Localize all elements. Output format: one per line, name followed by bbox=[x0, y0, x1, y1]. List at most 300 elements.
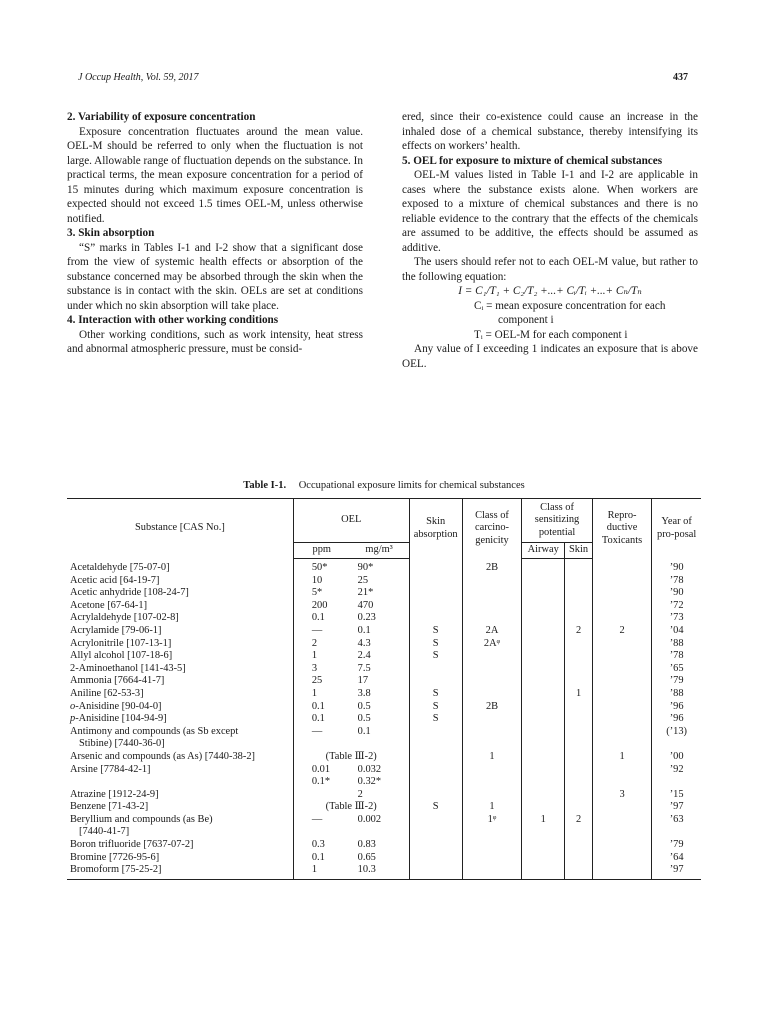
skin-absorption-cell bbox=[409, 688, 462, 701]
reproductive-cell bbox=[592, 839, 651, 852]
skin-absorption-cell bbox=[409, 600, 462, 613]
ppm-header: ppm bbox=[293, 543, 349, 559]
section-5-text-1: OEL-M values listed in Table I-1 and I-2 are applicable in cases where the substance exists alone. When workers are exposed to a mixture of chemical substances and there is no reliable evidence to the contrary that the effects of the chemicals are assumed to be additive, the effects should be assumed as additive. bbox=[402, 169, 698, 254]
reproductive-header: Repro-ductive Toxicants bbox=[592, 499, 651, 559]
oel-header: OEL bbox=[293, 499, 409, 543]
reproductive-cell bbox=[592, 638, 651, 651]
reproductive-cell bbox=[592, 751, 651, 764]
substance-cell-text: Antimony and compounds (as Sb except bbox=[70, 725, 239, 737]
ppm-cell-text: 0.1 bbox=[311, 700, 325, 712]
mg-cell bbox=[350, 688, 409, 701]
ppm-cell-text: — bbox=[311, 813, 323, 825]
italic-prefix: p bbox=[70, 713, 76, 725]
year-cell bbox=[652, 726, 701, 751]
year-cell bbox=[652, 575, 701, 588]
substance-header: Substance [CAS No.] bbox=[67, 499, 293, 559]
left-column bbox=[67, 110, 363, 357]
carcinogenicity-cell-text: 2Aᵠ bbox=[483, 637, 501, 649]
table-row bbox=[67, 575, 701, 588]
table-row bbox=[67, 650, 701, 663]
substance-cell bbox=[67, 650, 293, 663]
carcinogenicity-cell bbox=[462, 726, 521, 751]
definition-c bbox=[402, 299, 698, 328]
mg-cell-text: 0.1 bbox=[357, 624, 371, 636]
ppm-cell bbox=[293, 726, 349, 751]
year-cell-text: ’90 bbox=[669, 561, 684, 573]
ppm-cell bbox=[293, 575, 349, 588]
substance-cell bbox=[67, 726, 293, 751]
carcinogenicity-cell-text: 2B bbox=[485, 561, 499, 573]
year-cell-text: ’72 bbox=[669, 599, 684, 611]
year-cell bbox=[652, 864, 701, 879]
substance-cell bbox=[67, 852, 293, 865]
reproductive-cell bbox=[592, 675, 651, 688]
carcinogenicity-cell-text: 1 bbox=[489, 750, 495, 762]
year-cell-text: ’97 bbox=[669, 864, 684, 876]
skin-absorption-cell bbox=[409, 764, 462, 789]
section-5-text-3: Any value of I exceeding 1 indicates an exposure that is above OEL. bbox=[402, 343, 698, 370]
year-cell-text: ’78 bbox=[669, 650, 684, 662]
year-cell bbox=[652, 814, 701, 839]
skin-absorption-cell-text: S bbox=[432, 624, 439, 636]
table-row bbox=[67, 600, 701, 613]
ppm-cell bbox=[293, 625, 349, 638]
carcinogenicity-cell bbox=[462, 814, 521, 839]
ppm-cell bbox=[293, 559, 349, 575]
skin-absorption-cell bbox=[409, 675, 462, 688]
mg-cell bbox=[350, 852, 409, 865]
section-4-heading: 4. Interaction with other working conditions bbox=[67, 314, 279, 326]
table-row bbox=[67, 663, 701, 676]
definition-c-line1: Cᵢ = mean exposure concentration for each bbox=[474, 299, 666, 312]
carcinogenicity-cell bbox=[462, 688, 521, 701]
reproductive-cell bbox=[592, 801, 651, 814]
carcinogenicity-cell bbox=[462, 587, 521, 600]
table-caption bbox=[0, 480, 768, 491]
skin-absorption-cell-text: S bbox=[432, 713, 439, 725]
table-row bbox=[67, 625, 701, 638]
skin-sensitizing-cell bbox=[565, 751, 593, 764]
year-cell bbox=[652, 801, 701, 814]
year-cell-text: ’79 bbox=[669, 839, 684, 851]
italic-prefix: o bbox=[70, 700, 76, 712]
substance-cell-text: Boron trifluoride [7637-07-2] bbox=[70, 839, 194, 851]
mg-cell-text: 3.8 bbox=[357, 687, 371, 699]
substance-cell bbox=[67, 675, 293, 688]
ppm-cell bbox=[293, 675, 349, 688]
substance-cell-text: Bromoform [75-25-2] bbox=[70, 864, 162, 876]
airway-header: Airway bbox=[522, 543, 565, 559]
skin-absorption-cell-text: S bbox=[432, 700, 439, 712]
carcinogenicity-cell bbox=[462, 625, 521, 638]
mg-cell-text: 2 bbox=[357, 788, 363, 800]
substance-cell-text: Acrylamide [79-06-1] bbox=[70, 624, 162, 636]
skin-sensitizing-cell bbox=[565, 612, 593, 625]
skin-sensitizing-cell bbox=[565, 839, 593, 852]
airway-cell bbox=[522, 713, 565, 726]
skin-sensitizing-cell bbox=[565, 638, 593, 651]
mg-cell-text: 90* bbox=[357, 562, 374, 573]
carcinogenicity-cell bbox=[462, 638, 521, 651]
reproductive-cell bbox=[592, 814, 651, 839]
skin-sensitizing-cell bbox=[565, 726, 593, 751]
skin-sensitizing-cell bbox=[565, 701, 593, 714]
reproductive-cell bbox=[592, 600, 651, 613]
section-4-text: Other working conditions, such as work intensity, heat stress and abnormal atmospheric pressure, must be consid- bbox=[67, 328, 363, 355]
substance-cell-text: Arsenic and compounds (as As) [7440-38-2] bbox=[70, 750, 255, 762]
substance-cell-text: Allyl alcohol [107-18-6] bbox=[70, 650, 173, 662]
year-cell bbox=[652, 600, 701, 613]
year-cell-text: ’00 bbox=[669, 750, 684, 762]
substance-cell-text-2: Stibine) [7440-36-0] bbox=[79, 738, 165, 750]
airway-cell bbox=[522, 751, 565, 764]
mg-cell bbox=[350, 839, 409, 852]
carcinogenicity-header: Class of carcino-genicity bbox=[462, 499, 521, 559]
airway-cell bbox=[522, 764, 565, 789]
year-cell-text: ’90 bbox=[669, 587, 684, 599]
skin-sensitizing-header: Skin bbox=[565, 543, 593, 559]
year-cell-text: ’96 bbox=[669, 713, 684, 725]
ppm-cell-text: 0.1 bbox=[311, 713, 325, 725]
ppm-cell-text: 0.3 bbox=[311, 839, 325, 851]
substance-cell bbox=[67, 701, 293, 714]
reproductive-cell bbox=[592, 701, 651, 714]
skin-absorption-cell bbox=[409, 650, 462, 663]
skin-sensitizing-cell bbox=[565, 713, 593, 726]
skin-absorption-cell bbox=[409, 751, 462, 764]
mg-cell bbox=[350, 612, 409, 625]
ppm-cell bbox=[293, 713, 349, 726]
ppm-cell-text: — bbox=[311, 624, 323, 636]
year-cell bbox=[652, 701, 701, 714]
mg-cell-text: 10.3 bbox=[357, 864, 376, 876]
mg-cell-text: 2.4 bbox=[357, 650, 371, 662]
mg-cell bbox=[350, 638, 409, 651]
running-header bbox=[78, 72, 688, 88]
year-cell bbox=[652, 663, 701, 676]
mixture-equation: I = C₁/T₁ + C₂/T₂ +...+ Cᵢ/Tᵢ +...+ Cₙ/Tₙ bbox=[458, 285, 642, 297]
carcinogenicity-cell bbox=[462, 559, 521, 575]
carcinogenicity-cell-text: 2B bbox=[485, 700, 499, 712]
skin-absorption-cell bbox=[409, 559, 462, 575]
substance-cell bbox=[67, 663, 293, 676]
airway-cell bbox=[522, 575, 565, 588]
oel-table bbox=[67, 498, 701, 880]
year-cell-text: ’73 bbox=[669, 612, 684, 624]
year-cell bbox=[652, 751, 701, 764]
reproductive-cell bbox=[592, 612, 651, 625]
carcinogenicity-cell bbox=[462, 600, 521, 613]
substance-cell bbox=[67, 612, 293, 625]
skin-sensitizing-cell bbox=[565, 650, 593, 663]
mg-cell bbox=[350, 600, 409, 613]
airway-cell bbox=[522, 587, 565, 600]
table-row bbox=[67, 713, 701, 726]
mg-cell bbox=[350, 559, 409, 575]
year-cell-text: ’04 bbox=[669, 624, 684, 636]
skin-absorption-cell bbox=[409, 852, 462, 865]
ppm-cell bbox=[293, 612, 349, 625]
skin-sensitizing-cell bbox=[565, 625, 593, 638]
skin-sensitizing-cell bbox=[565, 600, 593, 613]
year-cell-text: ’97 bbox=[669, 801, 684, 813]
airway-cell bbox=[522, 663, 565, 676]
table-title: Occupational exposure limits for chemical substances bbox=[298, 480, 525, 491]
skin-absorption-header: Skin absorption bbox=[409, 499, 462, 559]
year-cell-text: ’88 bbox=[669, 637, 684, 649]
skin-sensitizing-cell bbox=[565, 688, 593, 701]
reproductive-cell bbox=[592, 764, 651, 789]
ppm-cell bbox=[293, 864, 349, 879]
definition-c-line2: component i bbox=[498, 314, 554, 326]
ppm-cell bbox=[293, 814, 349, 839]
year-cell-text: ’78 bbox=[669, 574, 684, 586]
mg-cell-text: 0.23 bbox=[357, 612, 376, 624]
skin-sensitizing-cell bbox=[565, 789, 593, 802]
mg-cell-text: 21* bbox=[357, 587, 374, 599]
mg-cell bbox=[350, 663, 409, 676]
ppm-cell-text: 25 bbox=[311, 675, 323, 687]
definition-t: Tᵢ = OEL-M for each component i bbox=[474, 328, 628, 341]
airway-cell bbox=[522, 625, 565, 638]
mg-cell-text: 470 bbox=[357, 599, 374, 611]
substance-cell-text: Beryllium and compounds (as Be) bbox=[70, 813, 213, 825]
year-cell-text: ’88 bbox=[669, 687, 684, 699]
table-row bbox=[67, 701, 701, 714]
mg-cell bbox=[350, 701, 409, 714]
substance-cell bbox=[67, 751, 293, 764]
mg-cell-text: 4.3 bbox=[357, 637, 371, 649]
carcinogenicity-cell bbox=[462, 701, 521, 714]
ppm-cell bbox=[293, 839, 349, 852]
skin-sensitizing-cell bbox=[565, 764, 593, 789]
skin-absorption-cell bbox=[409, 839, 462, 852]
continued-text: ered, since their co-existence could cause an increase in the inhaled dose of a chemical substance, thereby intensifying its effects on workers’ health. bbox=[402, 111, 698, 152]
section-3-text: “S” marks in Tables I-1 and I-2 show that a significant dose from the view of systemic health effects or absorption of the substance concerned may be absorbed through the skin when the substance is in contact with the skin. OELs are set at conditions under which no skin absorption will take place. bbox=[67, 241, 363, 312]
mg-cell-text: 0.65 bbox=[357, 851, 376, 863]
table-row bbox=[67, 559, 701, 575]
skin-sensitizing-cell bbox=[565, 814, 593, 839]
carcinogenicity-cell bbox=[462, 764, 521, 789]
skin-absorption-cell bbox=[409, 587, 462, 600]
mg-header: mg/m³ bbox=[350, 543, 409, 559]
carcinogenicity-cell bbox=[462, 751, 521, 764]
skin-absorption-cell bbox=[409, 612, 462, 625]
table-row bbox=[67, 751, 701, 764]
year-cell-text: ’15 bbox=[669, 788, 684, 800]
ppm-cell bbox=[293, 663, 349, 676]
ppm-cell bbox=[293, 650, 349, 663]
year-cell bbox=[652, 713, 701, 726]
ppm-cell-text: 10 bbox=[311, 574, 323, 586]
reproductive-cell bbox=[592, 789, 651, 802]
airway-cell bbox=[522, 701, 565, 714]
skin-sensitizing-cell-text: 2 bbox=[575, 624, 582, 636]
skin-sensitizing-cell bbox=[565, 852, 593, 865]
skin-absorption-cell-text: S bbox=[432, 687, 439, 699]
skin-absorption-cell-text: S bbox=[432, 637, 439, 649]
year-cell bbox=[652, 650, 701, 663]
table-body bbox=[67, 559, 701, 880]
skin-absorption-cell bbox=[409, 726, 462, 751]
skin-sensitizing-cell bbox=[565, 575, 593, 588]
skin-sensitizing-cell bbox=[565, 559, 593, 575]
reproductive-cell bbox=[592, 726, 651, 751]
year-header: Year of pro-posal bbox=[652, 499, 701, 559]
airway-cell bbox=[522, 675, 565, 688]
airway-cell bbox=[522, 864, 565, 879]
mg-cell bbox=[350, 713, 409, 726]
carcinogenicity-cell-text: 1ᵠ bbox=[487, 813, 497, 825]
year-cell-text: ’63 bbox=[669, 813, 684, 825]
substance-cell bbox=[67, 764, 293, 789]
sensitizing-header: Class of sensitizing potential bbox=[522, 499, 593, 543]
airway-cell bbox=[522, 638, 565, 651]
ppm-cell bbox=[293, 600, 349, 613]
carcinogenicity-cell-text: 2A bbox=[485, 624, 499, 636]
carcinogenicity-cell bbox=[462, 675, 521, 688]
substance-cell-text-2: [7440-41-7] bbox=[79, 826, 130, 838]
substance-cell-text: Acrylaldehyde [107-02-8] bbox=[70, 612, 179, 624]
reproductive-cell bbox=[592, 713, 651, 726]
ppm-cell-text: 1 bbox=[311, 650, 318, 662]
carcinogenicity-cell bbox=[462, 839, 521, 852]
skin-sensitizing-cell-text: 2 bbox=[575, 813, 582, 825]
table-row bbox=[67, 612, 701, 625]
mg-cell bbox=[350, 587, 409, 600]
substance-cell-text: Acetaldehyde [75-07-0] bbox=[70, 561, 170, 573]
airway-cell bbox=[522, 839, 565, 852]
mg-cell-text: 25 bbox=[357, 574, 369, 586]
airway-cell bbox=[522, 726, 565, 751]
airway-cell bbox=[522, 612, 565, 625]
ppm-cell bbox=[293, 789, 349, 802]
reproductive-cell bbox=[592, 559, 651, 575]
mg-cell bbox=[350, 726, 409, 751]
mg-cell-text: 0.5 bbox=[357, 713, 371, 725]
substance-cell-text: Acetic acid [64-19-7] bbox=[70, 574, 160, 586]
airway-cell bbox=[522, 814, 565, 839]
year-cell bbox=[652, 675, 701, 688]
table-row bbox=[67, 587, 701, 600]
substance-cell-text: Atrazine [1912-24-9] bbox=[70, 788, 159, 800]
skin-sensitizing-cell bbox=[565, 801, 593, 814]
table-row bbox=[67, 726, 701, 751]
airway-cell bbox=[522, 600, 565, 613]
year-cell bbox=[652, 612, 701, 625]
carcinogenicity-cell bbox=[462, 713, 521, 726]
skin-absorption-cell bbox=[409, 789, 462, 802]
skin-absorption-cell bbox=[409, 814, 462, 839]
mg-cell-text: 7.5 bbox=[357, 662, 371, 674]
year-cell-text: ’92 bbox=[669, 763, 684, 775]
year-cell bbox=[652, 852, 701, 865]
table-row bbox=[67, 814, 701, 839]
mg-cell-text: 0.1 bbox=[357, 725, 371, 737]
ppm-cell-text: 3 bbox=[311, 662, 318, 674]
carcinogenicity-cell bbox=[462, 650, 521, 663]
table-row bbox=[67, 801, 701, 814]
journal-citation: J Occup Health, Vol. 59, 2017 bbox=[78, 72, 199, 83]
skin-absorption-cell bbox=[409, 701, 462, 714]
oel-merged-cell bbox=[293, 751, 409, 764]
substance-cell-text: Bromine [7726-95-6] bbox=[70, 851, 160, 863]
substance-cell-text: p-Anisidine [104-94-9] bbox=[70, 713, 167, 725]
substance-cell bbox=[67, 864, 293, 879]
skin-absorption-cell bbox=[409, 663, 462, 676]
year-cell bbox=[652, 587, 701, 600]
year-cell-text: ’65 bbox=[669, 662, 684, 674]
airway-cell-text: 1 bbox=[540, 813, 546, 825]
mg-cell bbox=[350, 625, 409, 638]
table-row bbox=[67, 638, 701, 651]
skin-sensitizing-cell bbox=[565, 864, 593, 879]
substance-cell bbox=[67, 575, 293, 588]
carcinogenicity-cell bbox=[462, 663, 521, 676]
substance-cell bbox=[67, 789, 293, 802]
airway-cell bbox=[522, 801, 565, 814]
skin-sensitizing-cell bbox=[565, 663, 593, 676]
mg-cell bbox=[350, 789, 409, 802]
oel-merged-cell-text: (Table Ⅲ-2) bbox=[325, 750, 377, 762]
ppm-cell-text: 200 bbox=[311, 599, 328, 611]
mg-cell-text: 0.83 bbox=[357, 839, 376, 851]
reproductive-cell-text: 3 bbox=[619, 788, 625, 800]
reproductive-cell bbox=[592, 688, 651, 701]
mg-cell bbox=[350, 814, 409, 839]
skin-sensitizing-cell bbox=[565, 675, 593, 688]
ppm-cell-text: 50* bbox=[311, 562, 328, 573]
substance-cell-text: Benzene [71-43-2] bbox=[70, 801, 149, 813]
skin-absorption-cell bbox=[409, 625, 462, 638]
substance-cell bbox=[67, 688, 293, 701]
skin-absorption-cell-text: S bbox=[432, 801, 439, 813]
mg-cell bbox=[350, 864, 409, 879]
ppm-cell-text-2: 0.1* bbox=[311, 776, 331, 788]
airway-cell bbox=[522, 852, 565, 865]
ppm-cell-text: 1 bbox=[311, 687, 318, 699]
mg-cell-text-2: 0.32* bbox=[357, 776, 382, 788]
substance-cell bbox=[67, 625, 293, 638]
substance-cell bbox=[67, 801, 293, 814]
year-cell bbox=[652, 688, 701, 701]
carcinogenicity-cell bbox=[462, 801, 521, 814]
year-cell bbox=[652, 559, 701, 575]
table-row bbox=[67, 688, 701, 701]
year-cell bbox=[652, 839, 701, 852]
airway-cell bbox=[522, 650, 565, 663]
mg-cell bbox=[350, 650, 409, 663]
ppm-cell bbox=[293, 688, 349, 701]
oel-merged-cell bbox=[293, 801, 409, 814]
table-row bbox=[67, 789, 701, 802]
substance-cell bbox=[67, 814, 293, 839]
year-cell-text: ’79 bbox=[669, 675, 684, 687]
table-label: Table I-1. bbox=[243, 480, 287, 491]
ppm-cell bbox=[293, 701, 349, 714]
skin-absorption-cell bbox=[409, 801, 462, 814]
substance-cell bbox=[67, 638, 293, 651]
section-3-heading: 3. Skin absorption bbox=[67, 227, 155, 239]
substance-cell-text: o-Anisidine [90-04-0] bbox=[70, 700, 162, 712]
page-number: 437 bbox=[673, 72, 688, 83]
reproductive-cell bbox=[592, 650, 651, 663]
year-cell-text: (’13) bbox=[666, 725, 688, 737]
carcinogenicity-cell bbox=[462, 852, 521, 865]
ppm-cell-text: 2 bbox=[311, 637, 318, 649]
carcinogenicity-cell bbox=[462, 575, 521, 588]
carcinogenicity-cell bbox=[462, 789, 521, 802]
